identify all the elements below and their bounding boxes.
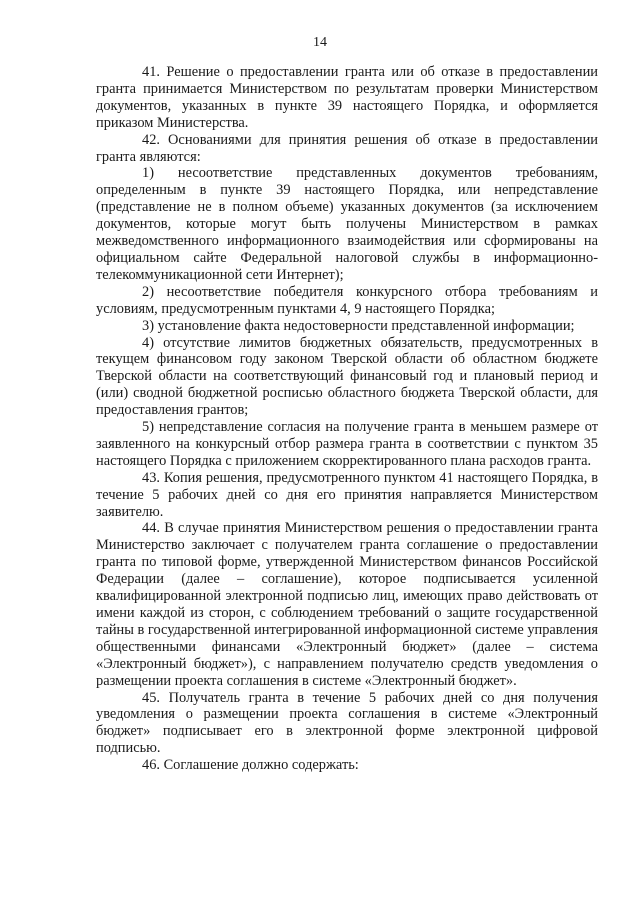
document-body (96, 64, 598, 774)
paragraph-42-item-3: 3) установление факта недостоверности представленной информации; (142, 317, 575, 334)
paragraph-45: 45. Получатель гранта в течение 5 рабочих дней со дня получения уведомления о размещении проекта соглашения в системе «Электронный бюджет» подписывает его в электронной форме электронной цифровой подписью. (96, 689, 598, 757)
paragraph-42: 42. Основаниями для принятия решения об отказе в предоставлении гранта являются: (96, 131, 598, 165)
paragraph-44: 44. В случае принятия Министерством решения о предоставлении гранта Министерство заключает с получателем гранта соглашение о предоставлении гранта по типовой форме, утвержденной Министерством финансов Российской Федерации (далее – соглашение), которое подписывается усиленной квалифицированной электронной подписью лиц, имеющих право действовать от имени каждой из сторон, с соблюдением требований о защите государственной тайны в государственной интегрированной информационной системе управления общественными финансами «Электронный бюджет» (далее – система «Электронный бюджет»), с направлением получателю средств уведомления о размещении проекта соглашения в системе «Электронный бюджет». (96, 520, 598, 689)
paragraph-42-item-4: 4) отсутствие лимитов бюджетных обязательств, предусмотренных в текущем финансовом году законом Тверской области об областном бюджете Тверской области на соответствующий финансовый год и плановый период и (или) сводной бюджетной росписью областного бюджета Тверской области, для предоставления грантов; (96, 334, 598, 419)
page-number: 14 (313, 35, 327, 50)
paragraph-42-item-5: 5) непредставление согласия на получение гранта в меньшем размере от заявленного на конкурсный отбор размера гранта в соответствии с пунктом 35 настоящего Порядка с приложением скорректированного плана расходов гранта. (96, 419, 598, 469)
paragraph-42-item-2: 2) несоответствие победителя конкурсного отбора требованиям и условиям, предусмотренным пунктами 4, 9 настоящего Порядка; (96, 283, 598, 317)
paragraph-42-item-1: 1) несоответствие представленных документов требованиям, определенным в пункте 39 настоящего Порядка, или непредставление (представление не в полном объеме) указанных документов (за исключением документов, которые могут быть получены Министерством в рамках межведомственного информационного взаимодействия или сформированы на официальном сайте Федеральной налоговой службы в информационно-телекоммуникационной сети Интернет); (96, 165, 598, 283)
paragraph-46: 46. Соглашение должно содержать: (142, 757, 359, 774)
paragraph-43: 43. Копия решения, предусмотренного пунктом 41 настоящего Порядка, в течение 5 рабочих дней со дня его принятия направляется Министерством заявителю. (96, 469, 598, 520)
paragraph-41: 41. Решение о предоставлении гранта или об отказе в предоставлении гранта принимается Министерством по результатам проверки Министерством документов, указанных в пункте 39 настоящего Порядка, и оформляется приказом Министерства. (96, 64, 598, 131)
